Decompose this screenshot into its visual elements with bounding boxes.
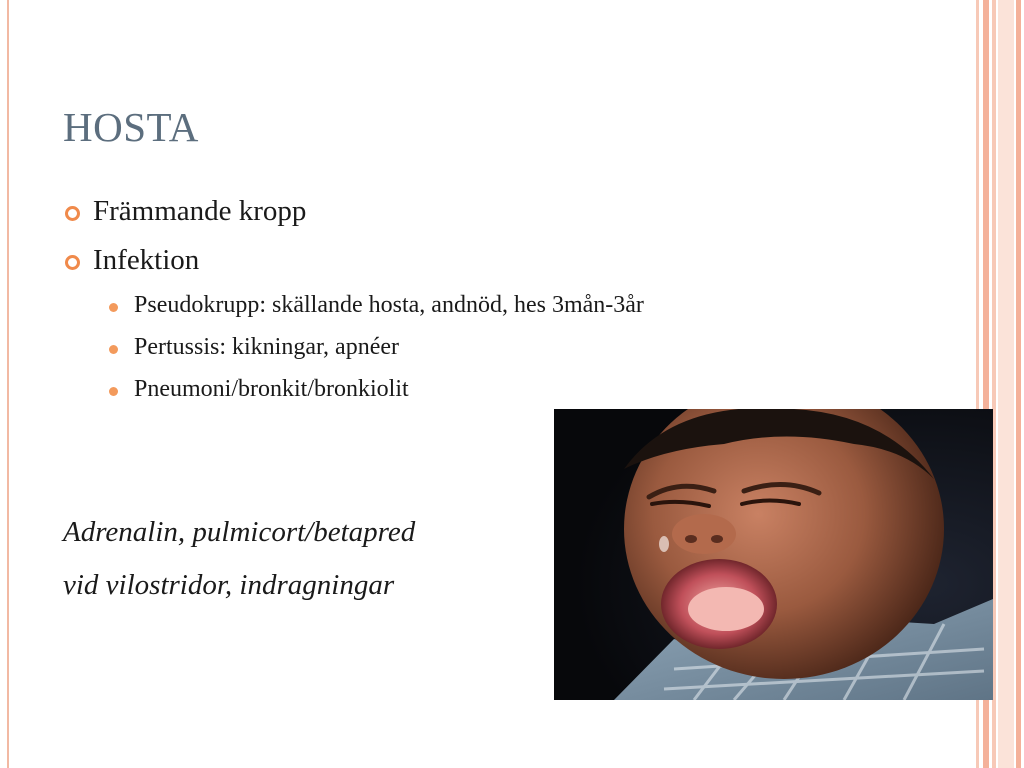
sub-bullet-item: Pneumoni/bronkit/bronkiolit (134, 376, 409, 402)
circle-bullet-icon (65, 206, 80, 221)
bullet-item: Främmande kropp (93, 195, 307, 227)
left-border-rule (7, 0, 9, 768)
crying-baby-photo (554, 409, 993, 700)
right-border-stripe (998, 0, 1014, 768)
treatment-note-line: Adrenalin, pulmicort/betapred (63, 516, 416, 548)
sub-bullet-item: Pertussis: kikningar, apnéer (134, 334, 399, 360)
slide-title: HOSTA (63, 104, 199, 150)
crying-baby-illustration (554, 409, 993, 700)
right-border-stripe (1016, 0, 1021, 768)
dot-bullet-icon (109, 345, 118, 354)
sub-bullet-item: Pseudokrupp: skällande hosta, andnöd, hes 3mån-3år (134, 292, 644, 318)
treatment-note-line: vid vilostridor, indragningar (63, 569, 395, 601)
dot-bullet-icon (109, 387, 118, 396)
circle-bullet-icon (65, 255, 80, 270)
bullet-item: Infektion (93, 244, 200, 276)
treatment-note (63, 506, 415, 612)
dot-bullet-icon (109, 303, 118, 312)
